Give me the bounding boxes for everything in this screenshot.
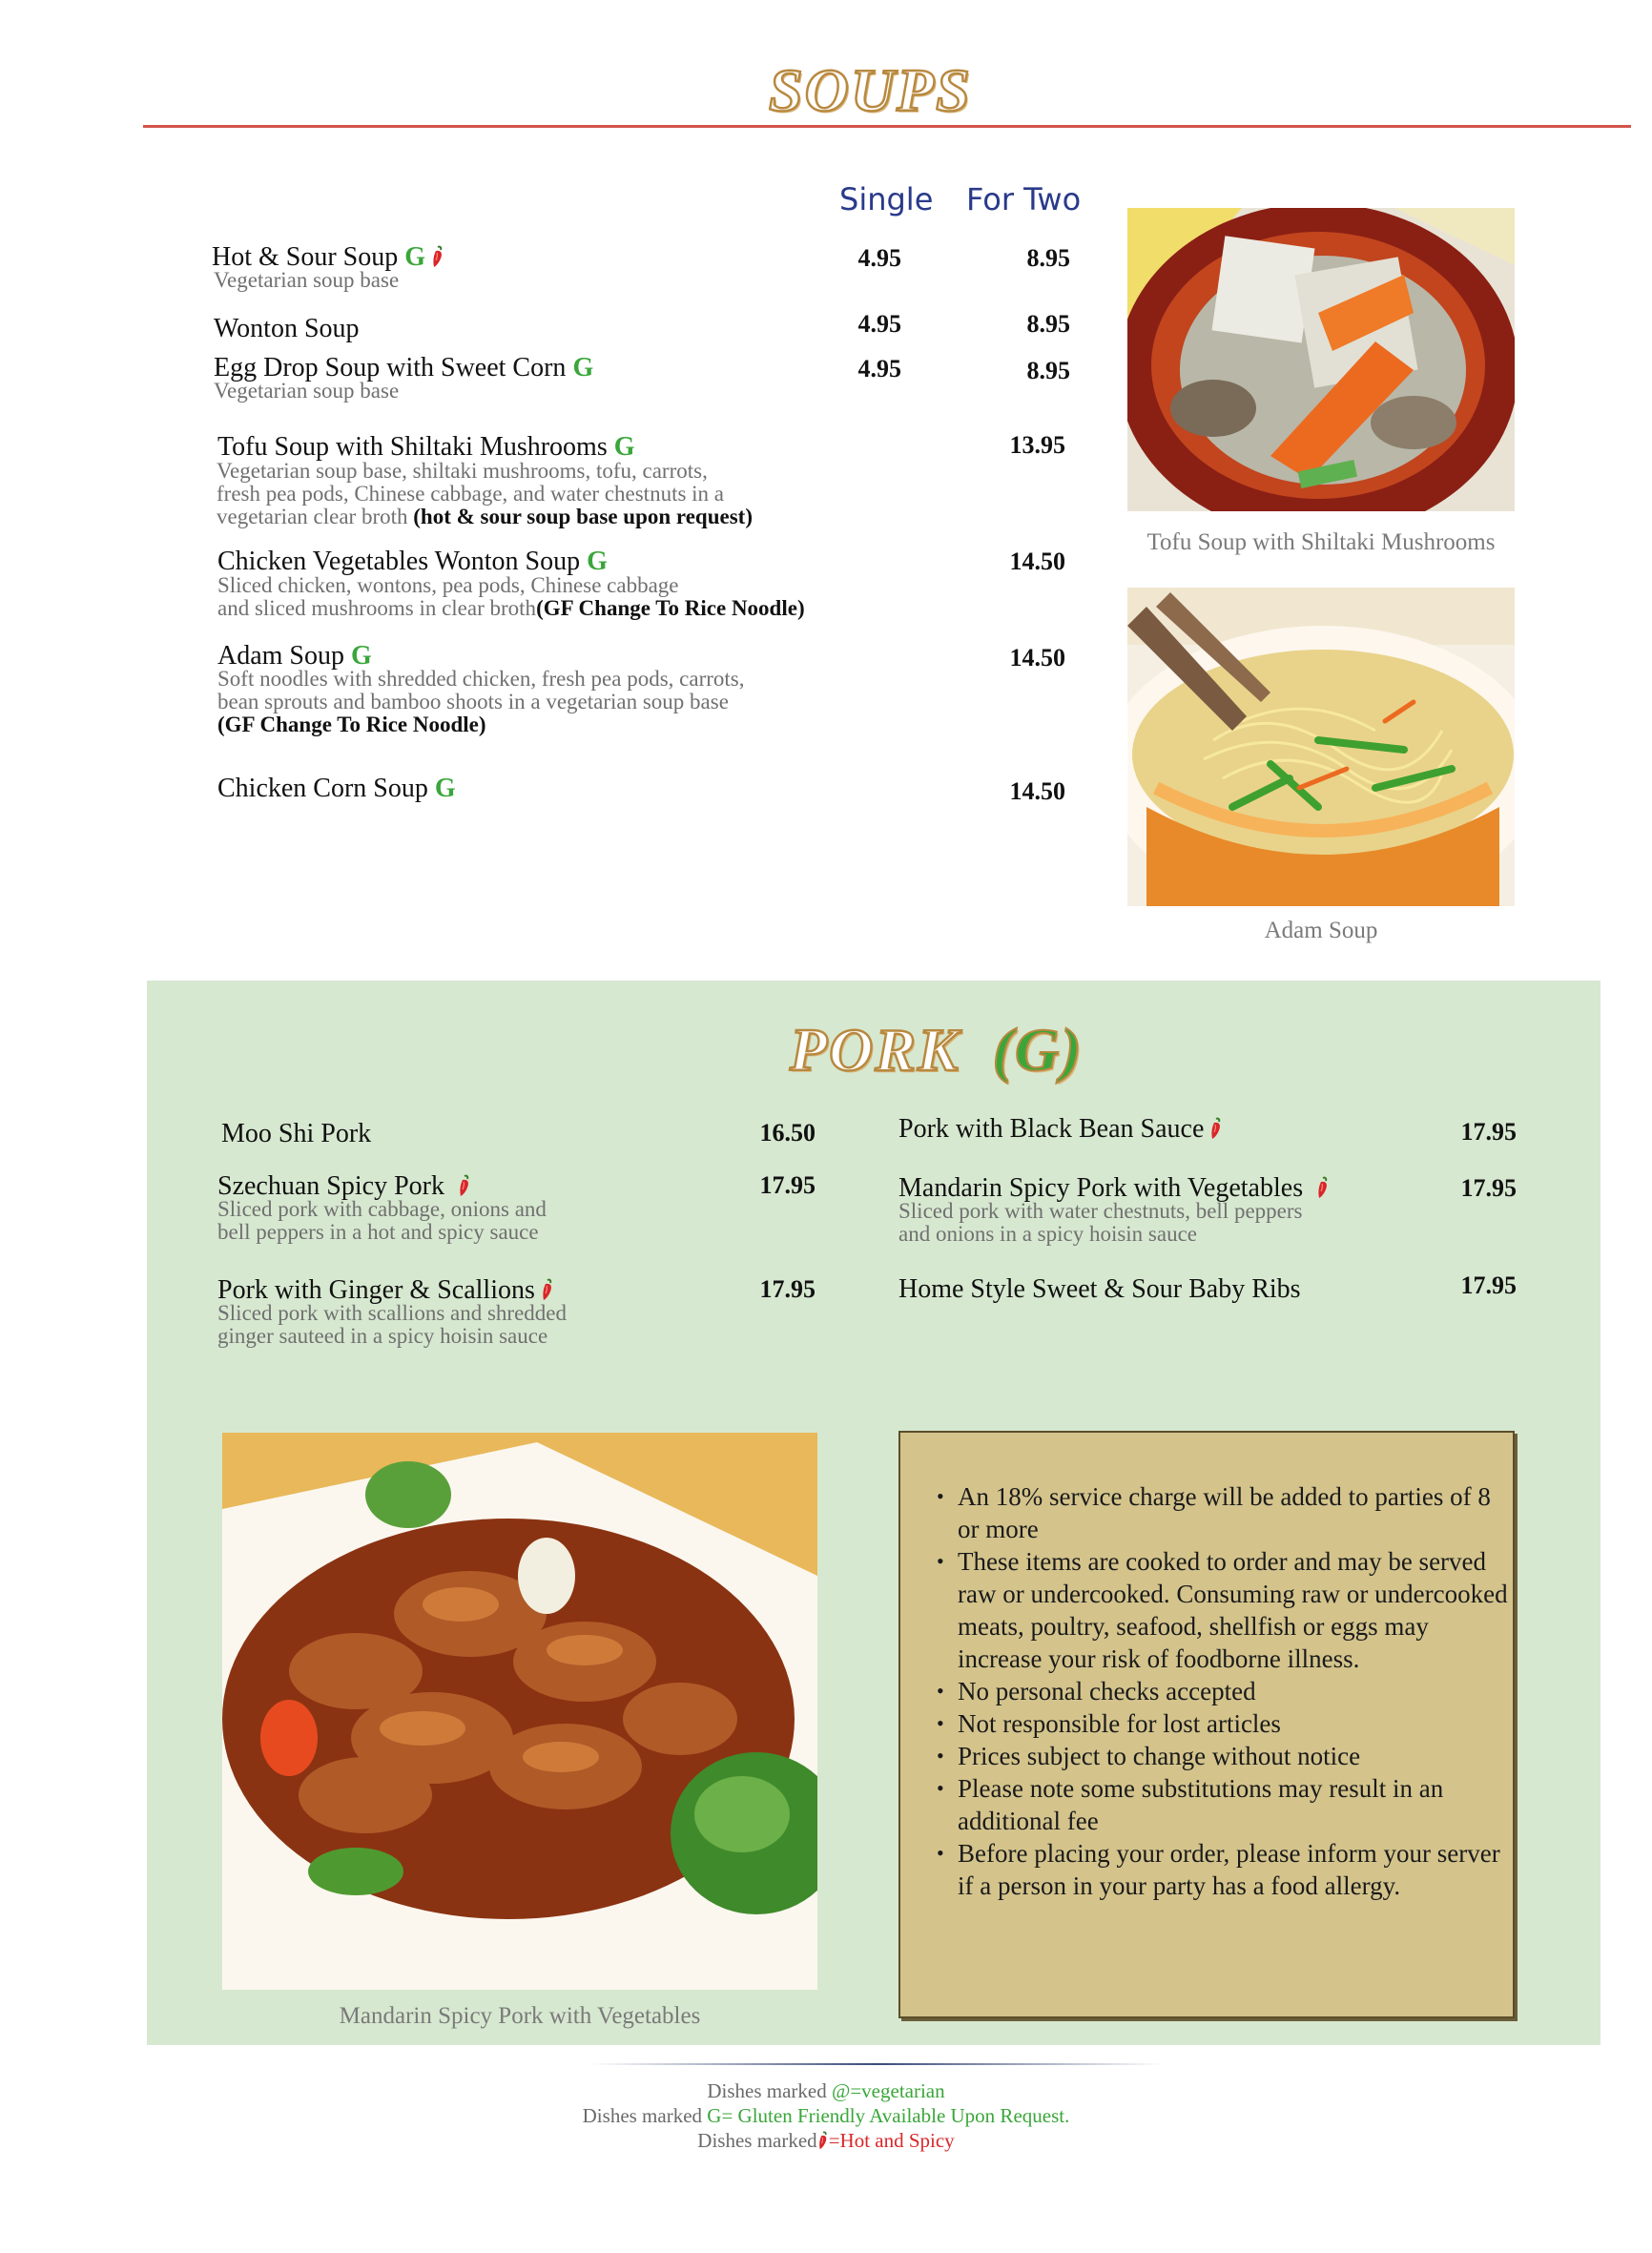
- item-desc: [217, 574, 805, 620]
- gluten-marker: G: [351, 641, 372, 671]
- menu-item-chicken-corn-soup: [217, 774, 456, 804]
- desc-text: and sliced mushrooms in clear broth: [217, 596, 537, 620]
- price-two: 8.95: [1026, 310, 1070, 338]
- price-two: 8.95: [1026, 357, 1070, 384]
- pork-title: [790, 1015, 1084, 1085]
- desc-line: and onions in a spicy hoisin sauce: [898, 1222, 1198, 1246]
- desc-line: bell peppers in a hot and spicy sauce: [217, 1220, 539, 1244]
- item-name: Wonton Soup: [214, 314, 360, 343]
- item-name: Tofu Soup with Shiltaki Mushrooms: [217, 432, 608, 462]
- footer-divider: [591, 2063, 1164, 2065]
- notice-item: • An 18% service charge will be added to parties of 8 or more: [958, 1480, 1511, 1545]
- soups-rule: [143, 125, 1631, 128]
- item-name: Egg Drop Soup with Sweet Corn: [214, 353, 567, 382]
- item-name: Chicken Corn Soup: [217, 774, 428, 803]
- legend-mark: =Hot and Spicy: [828, 2129, 955, 2152]
- notice-item: • Not responsible for lost articles: [958, 1707, 1511, 1740]
- menu-item-moo-shi-pork: [221, 1119, 371, 1149]
- gluten-marker: G: [404, 242, 426, 272]
- legend-text: Dishes marked: [697, 2129, 817, 2152]
- price-single: 4.95: [857, 244, 901, 272]
- price: 17.95: [759, 1275, 816, 1303]
- spicy-pepper-icon: [541, 1278, 554, 1301]
- legend-spicy: [0, 2129, 1652, 2153]
- item-desc: [217, 668, 745, 736]
- tofu-soup-image: [1127, 208, 1515, 511]
- item-name: Pork with Black Bean Sauce: [898, 1114, 1205, 1144]
- gluten-marker: G: [587, 547, 608, 576]
- menu-item-sweet-sour-ribs: [898, 1274, 1301, 1305]
- desc-note: (GF Change To Rice Noodle): [536, 596, 805, 620]
- item-desc: [217, 1302, 567, 1348]
- desc-line: Vegetarian soup base, shiltaki mushrooms, tofu, carrots,: [217, 459, 708, 483]
- adam-soup-image: [1127, 588, 1515, 906]
- price: 14.50: [1009, 548, 1065, 575]
- spicy-pepper-icon: [1316, 1176, 1330, 1199]
- desc-line: Sliced pork with water chestnuts, bell peppers: [898, 1199, 1303, 1223]
- pork-title-gluten: (G): [992, 1016, 1084, 1084]
- item-name: Szechuan Spicy Pork: [217, 1171, 444, 1201]
- spicy-pepper-icon: [431, 245, 444, 268]
- desc-note: (hot & sour soup base upon request): [413, 505, 753, 528]
- price-single: 4.95: [857, 355, 901, 382]
- gluten-marker: G: [613, 432, 635, 462]
- mandarin-pork-photo: [222, 1433, 817, 1990]
- desc-line: Sliced pork with scallions and shredded: [217, 1301, 568, 1325]
- legend-text: Dishes marked: [707, 2079, 832, 2102]
- adam-soup-photo: [1127, 588, 1515, 906]
- desc-note: (GF Change To Rice Noodle): [217, 713, 486, 736]
- notice-item: • Before placing your order, please inform your server if a person in your party has a food allergy.: [958, 1837, 1511, 1902]
- desc-line: bean sprouts and bamboo shoots in a vegetarian soup base: [217, 690, 729, 713]
- gluten-marker: G: [434, 774, 456, 803]
- item-desc: [217, 460, 753, 528]
- price: 17.95: [1460, 1271, 1517, 1299]
- price: 17.95: [1460, 1118, 1517, 1146]
- price: 17.95: [759, 1171, 816, 1199]
- desc-line: [217, 713, 745, 736]
- item-name: Hot & Sour Soup: [212, 242, 399, 272]
- legend-vegetarian: [0, 2079, 1652, 2103]
- desc-line: [217, 597, 805, 620]
- menu-item-pork-black-bean: [898, 1114, 1223, 1145]
- col-for-two: For Two: [966, 181, 1082, 217]
- item-desc: [217, 1198, 547, 1244]
- menu-item-wonton-soup: [214, 314, 360, 344]
- spicy-pepper-icon: [817, 2131, 829, 2150]
- mandarin-pork-caption: Mandarin Spicy Pork with Vegetables: [339, 2003, 701, 2029]
- item-name: Chicken Vegetables Wonton Soup: [217, 547, 581, 576]
- col-single: Single: [839, 181, 934, 217]
- policy-notice-box: [898, 1431, 1515, 2018]
- price-single: 4.95: [857, 310, 901, 338]
- desc-line: Sliced chicken, wontons, pea pods, Chinese cabbage: [217, 573, 679, 597]
- spicy-pepper-icon: [1209, 1117, 1223, 1140]
- item-name: Home Style Sweet & Sour Baby Ribs: [898, 1274, 1301, 1304]
- mandarin-pork-image: [222, 1433, 817, 1990]
- item-name: Adam Soup: [217, 641, 344, 671]
- legend-gluten: [0, 2104, 1652, 2128]
- desc-line: Sliced pork with cabbage, onions and: [217, 1197, 547, 1221]
- price: 14.50: [1009, 777, 1065, 805]
- desc-line: ginger sauteed in a spicy hoisin sauce: [217, 1324, 548, 1348]
- legend-text: Dishes marked: [582, 2104, 708, 2127]
- gluten-marker: G: [572, 353, 594, 382]
- notice-item: • No personal checks accepted: [958, 1675, 1511, 1707]
- notice-item: • These items are cooked to order and may be served raw or undercooked. Consuming raw or undercooked meats, poultry, seafood, shellfish or eggs may increase your risk of foodborne illness.: [958, 1545, 1511, 1675]
- spicy-pepper-icon: [458, 1174, 471, 1197]
- adam-soup-caption: Adam Soup: [1264, 918, 1378, 943]
- price: 16.50: [759, 1119, 816, 1147]
- legend-mark: G= Gluten Friendly Available Upon Request.: [707, 2104, 1070, 2127]
- item-name: Moo Shi Pork: [221, 1119, 372, 1148]
- notice-item: • Please note some substitutions may result in an additional fee: [958, 1772, 1511, 1837]
- item-name: Pork with Ginger & Scallions: [217, 1275, 535, 1305]
- price: 14.50: [1009, 644, 1065, 672]
- price-two: 8.95: [1026, 244, 1070, 272]
- price: 17.95: [1460, 1174, 1517, 1202]
- item-desc: [898, 1200, 1302, 1246]
- desc-line: Soft noodles with shredded chicken, fresh pea pods, carrots,: [217, 667, 745, 691]
- legend-mark: @=vegetarian: [832, 2079, 945, 2102]
- tofu-soup-photo: [1127, 208, 1515, 511]
- desc-line: [217, 506, 753, 528]
- notice-item: • Prices subject to change without notice: [958, 1740, 1511, 1772]
- pork-title-text: PORK: [790, 1016, 960, 1084]
- item-desc: Vegetarian soup base: [214, 268, 400, 292]
- soups-title: SOUPS: [769, 56, 972, 124]
- tofu-soup-caption: Tofu Soup with Shiltaki Mushrooms: [1146, 529, 1496, 555]
- policy-notice-list: [935, 1480, 1511, 1902]
- item-desc: Vegetarian soup base: [214, 379, 400, 403]
- item-name: Mandarin Spicy Pork with Vegetables: [898, 1173, 1304, 1203]
- desc-text: vegetarian clear broth: [217, 505, 408, 528]
- price: 13.95: [1009, 431, 1065, 459]
- desc-line: fresh pea pods, Chinese cabbage, and water chestnuts in a: [217, 482, 725, 506]
